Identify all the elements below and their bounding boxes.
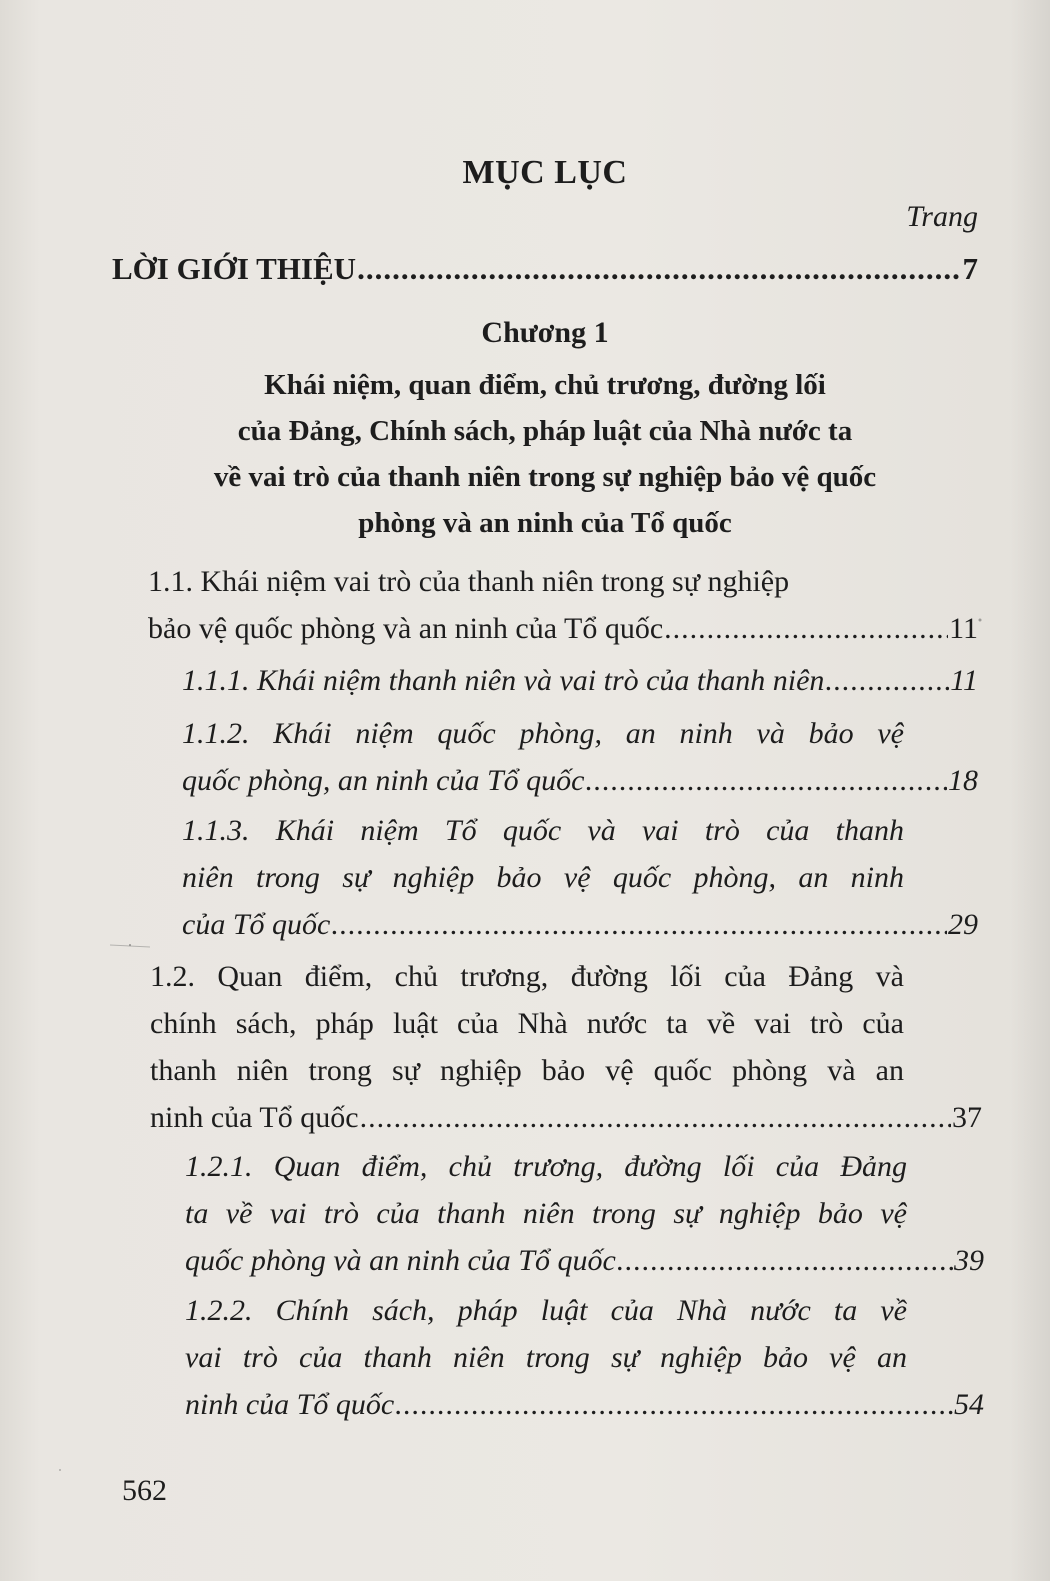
toc-entry-last-line <box>148 605 978 652</box>
toc-entry-1-1-1[interactable] <box>182 657 978 704</box>
dot-leader <box>664 605 948 652</box>
chapter-title-line: về vai trò của thanh niên trong sự nghiệp bảo vệ quốc <box>213 461 877 493</box>
toc-entry-line: của Tổ quốc <box>182 908 331 941</box>
dot-leader <box>585 757 947 804</box>
toc-entry-line: 1.1.3. Khái niệm Tổ quốc và vai trò của thanh <box>182 814 904 847</box>
toc-entry-1-2[interactable] <box>150 953 982 1141</box>
toc-entry-line: thanh niên trong sự nghiệp bảo vệ quốc phòng và an <box>150 1054 904 1087</box>
page-number: 562 <box>122 1474 167 1507</box>
toc-entry-line: 1.2.2. Chính sách, pháp luật của Nhà nước ta về <box>185 1294 907 1327</box>
toc-entry-1-2-2[interactable] <box>185 1287 984 1428</box>
dot-leader <box>617 1237 953 1284</box>
dot-leader <box>395 1381 953 1428</box>
toc-entry-page: 18 <box>948 764 978 797</box>
toc-entry-1-1-2[interactable] <box>182 710 978 804</box>
toc-entry-line: quốc phòng, an ninh của Tổ quốc <box>182 764 585 797</box>
toc-entry-line: 1.1. Khái niệm vai trò của thanh niên trong sự nghiệp <box>148 565 790 598</box>
toc-entry-page: 11 <box>950 664 978 697</box>
toc-entry-line: ta về vai trò của thanh niên trong sự nghiệp bảo vệ <box>185 1197 907 1230</box>
chapter-title-line: Khái niệm, quan điểm, chủ trương, đường lối <box>264 369 826 401</box>
toc-entry-last-line <box>185 1237 984 1284</box>
toc-entry-page: 29 <box>948 908 978 941</box>
toc-entry-last-line <box>182 757 978 804</box>
page-edge-shadow <box>1010 0 1050 1581</box>
toc-entry-1-1[interactable] <box>148 558 978 652</box>
toc-entry-page: 54 <box>954 1388 984 1421</box>
toc-entry-page: 7 <box>962 251 978 286</box>
toc-entry-line: ninh của Tổ quốc <box>150 1101 359 1134</box>
dot-leader <box>331 901 947 948</box>
dot-leader <box>825 657 949 704</box>
toc-entry-last-line <box>185 1381 984 1428</box>
chapter-title <box>130 362 960 546</box>
toc-entry-line: 1.1.1. Khái niệm thanh niên và vai trò của thanh niên <box>182 664 825 697</box>
toc-entry-line: 1.2.1. Quan điểm, chủ trương, đường lối của Đảng <box>185 1150 907 1183</box>
toc-entry-line: 1.2. Quan điểm, chủ trương, đường lối của Đảng và <box>150 960 904 993</box>
chapter-title-line: của Đảng, Chính sách, pháp luật của Nhà nước ta <box>237 415 853 447</box>
toc-entry-page: 37 <box>952 1101 982 1134</box>
toc-entry-page: 39 <box>954 1244 984 1277</box>
toc-entry-line: vai trò của thanh niên trong sự nghiệp bảo vệ an <box>185 1341 907 1374</box>
dot-leader <box>360 1094 951 1141</box>
page-title: MỤC LỤC <box>462 154 628 191</box>
toc-entry-line: niên trong sự nghiệp bảo vệ quốc phòng, an ninh <box>182 861 904 894</box>
toc-entry-line: quốc phòng và an ninh của Tổ quốc <box>185 1244 616 1277</box>
toc-entry-last-line <box>182 901 978 948</box>
chapter-label: Chương 1 <box>481 316 609 349</box>
dot-leader <box>357 253 961 284</box>
toc-entry-1-2-1[interactable] <box>185 1143 984 1284</box>
toc-entry-line: chính sách, pháp luật của Nhà nước ta về vai trò của <box>150 1007 904 1040</box>
toc-entry-label: LỜI GIỚI THIỆU <box>112 251 357 286</box>
toc-entry-line: ninh của Tổ quốc <box>185 1388 395 1421</box>
toc-entry-page: 11 <box>949 612 978 645</box>
toc-entry-last-line <box>182 657 978 704</box>
toc-entry-line: 1.1.2. Khái niệm quốc phòng, an ninh và bảo vệ <box>182 717 904 750</box>
chapter-title-line: phòng và an ninh của Tổ quốc <box>358 507 732 539</box>
toc-entry-last-line <box>150 1094 982 1141</box>
toc-entry-line: bảo vệ quốc phòng và an ninh của Tổ quốc <box>148 612 664 645</box>
page-column-label: Trang <box>906 200 978 233</box>
toc-entry-intro[interactable] <box>112 253 978 284</box>
toc-entry-1-1-3[interactable] <box>182 807 978 948</box>
